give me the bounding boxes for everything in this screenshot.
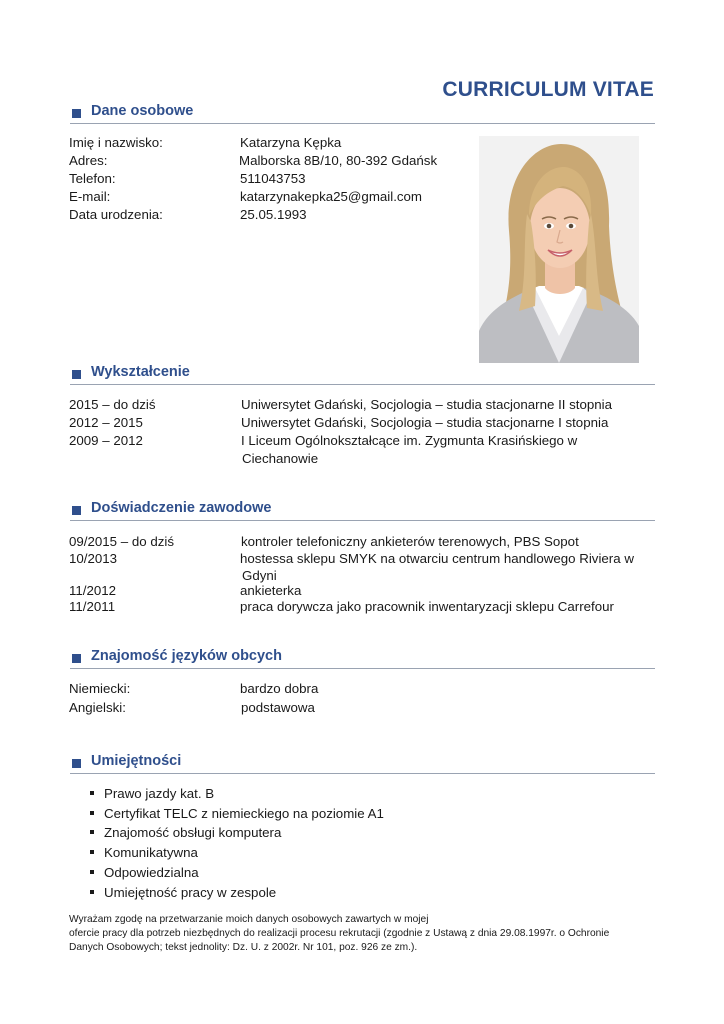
description: Uniwersytet Gdański, Socjologia – studia stacjonarne II stopnia (241, 397, 613, 412)
field-value: Malborska 8B/10, 80-392 Gdańsk (239, 153, 438, 168)
field-label: Adres: (69, 153, 108, 168)
bullet-icon (90, 850, 94, 854)
section-header-education (70, 364, 655, 385)
list-item (88, 883, 384, 903)
consent-line: ofercie pracy dla potrzeb niezbędnych do realizacji procesu rekrutacji (zgodnie z Ustawą z dnia 29.08.1997r. o Ochronie (69, 928, 610, 939)
description: praca dorywcza jako pracownik inwentaryzacji sklepu Carrefour (240, 599, 614, 614)
field-value: Katarzyna Kępka (240, 135, 342, 150)
consent-line: Danych Osobowych; tekst jednolity: Dz. U. z 2002r. Nr 101, poz. 926 ze zm.). (69, 942, 418, 953)
period: 2015 – do dziś (69, 397, 156, 412)
list-item (88, 863, 384, 883)
period: 11/2012 (69, 583, 117, 598)
period: 2009 – 2012 (69, 433, 143, 448)
description: Gdyni (242, 568, 277, 583)
period: 2012 – 2015 (69, 415, 143, 430)
language-name: Angielski: (69, 700, 126, 715)
skill-text: Umiejętność pracy w zespole (104, 884, 277, 900)
consent-line: Wyrażam zgodę na przetwarzanie moich danych osobowych zawartych w mojej (69, 914, 429, 925)
period: 11/2011 (69, 599, 116, 614)
description: ankieterka (240, 583, 302, 598)
bullet-icon (90, 811, 94, 815)
skill-text: Znajomość obsługi komputera (104, 825, 282, 841)
square-bullet-icon (72, 370, 81, 379)
section-title: Umiejętności (91, 753, 182, 769)
description: kontroler telefoniczny ankieterów terenowych, PBS Sopot (241, 534, 579, 549)
document-title: CURRICULUM VITAE (442, 78, 654, 101)
skill-text: Certyfikat TELC z niemieckiego na poziomie A1 (104, 805, 384, 821)
list-item (88, 843, 384, 863)
square-bullet-icon (72, 759, 81, 768)
field-value: 25.05.1993 (240, 207, 307, 222)
section-title: Znajomość języków obcych (91, 648, 282, 664)
bullet-icon (90, 890, 94, 894)
description: hostessa sklepu SMYK na otwarciu centrum handlowego Riviera w (240, 551, 634, 566)
profile-photo (479, 136, 639, 363)
square-bullet-icon (72, 654, 81, 663)
language-name: Niemiecki: (69, 681, 131, 696)
bullet-icon (90, 830, 94, 834)
portrait-illustration (479, 136, 639, 363)
period: 09/2015 – do dziś (69, 534, 174, 549)
field-label: Telefon: (69, 171, 116, 186)
section-header-experience (70, 500, 655, 521)
consent-clause (69, 913, 659, 955)
field-label: Data urodzenia: (69, 207, 163, 222)
square-bullet-icon (72, 506, 81, 515)
list-item (88, 784, 384, 804)
language-level: bardzo dobra (240, 681, 319, 696)
description: I Liceum Ogólnokształcące im. Zygmunta Krasińskiego w (241, 433, 578, 448)
list-item (88, 823, 384, 843)
field-value: katarzynakepka25@gmail.com (240, 189, 423, 204)
bullet-icon (90, 870, 94, 874)
bullet-icon (90, 791, 94, 795)
section-title: Doświadczenie zawodowe (91, 500, 272, 516)
language-level: podstawowa (241, 700, 315, 715)
list-item (88, 804, 384, 824)
section-header-languages (70, 648, 655, 669)
field-label: Imię i nazwisko: (69, 135, 163, 150)
description: Ciechanowie (242, 451, 319, 466)
skill-text: Odpowiedzialna (104, 864, 199, 880)
section-header-skills (70, 753, 655, 774)
description: Uniwersytet Gdański, Socjologia – studia stacjonarne I stopnia (241, 415, 609, 430)
period: 10/2013 (69, 551, 118, 566)
section-title: Dane osobowe (91, 103, 194, 119)
field-value: 511043753 (240, 171, 306, 186)
field-label: E-mail: (69, 189, 111, 204)
section-header-personal (70, 103, 655, 124)
skill-text: Komunikatywna (104, 845, 198, 861)
section-title: Wykształcenie (91, 364, 190, 380)
skill-text: Prawo jazdy kat. B (104, 786, 215, 801)
square-bullet-icon (72, 109, 81, 118)
skills-list (88, 784, 384, 902)
